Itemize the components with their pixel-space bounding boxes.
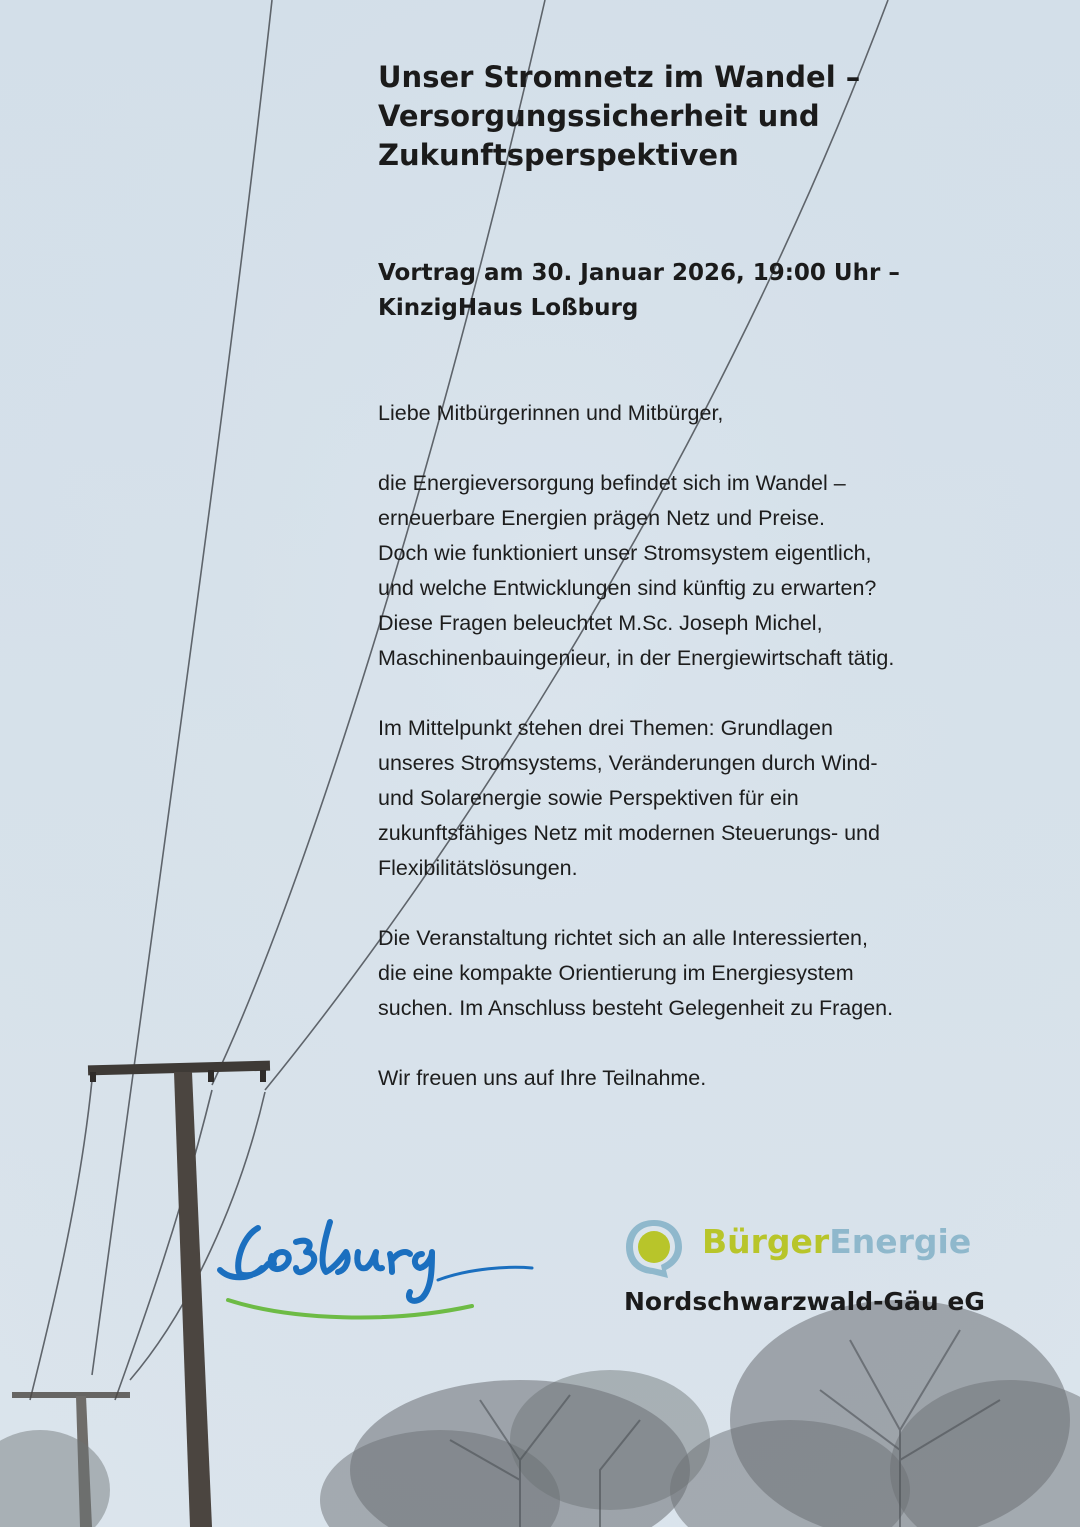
- event-venue: KinzigHaus Loßburg: [378, 295, 639, 321]
- closing: Wir freuen uns auf Ihre Teilnahme.: [378, 1066, 707, 1090]
- event-info: [378, 256, 900, 326]
- logo-subline: Nordschwarzwald-Gäu eG: [624, 1287, 985, 1316]
- logo-swoosh-green: [228, 1300, 472, 1317]
- greeting: Liebe Mitbürgerinnen und Mitbürger,: [378, 401, 724, 425]
- text-line: Im Mittelpunkt stehen drei Themen: Grundlagen: [378, 716, 833, 740]
- text-line: Maschinenbauingenieur, in der Energiewirtschaft tätig.: [378, 646, 895, 670]
- text-line: Doch wie funktioniert unser Stromsystem eigentlich,: [378, 541, 872, 565]
- paragraph-audience: [378, 921, 1018, 1026]
- title-line: Versorgungssicherheit und: [378, 99, 820, 133]
- title-line: Unser Stromnetz im Wandel –: [378, 60, 861, 94]
- logo-word-buerger: Bürger: [702, 1222, 830, 1261]
- text-line: und welche Entwicklungen sind künftig zu erwarten?: [378, 576, 877, 600]
- text-line: zukunftsfähiges Netz mit modernen Steuerungs- und: [378, 821, 880, 845]
- text-line: die eine kompakte Orientierung im Energiesystem: [378, 961, 854, 985]
- text-line: erneuerbare Energien prägen Netz und Preise.: [378, 506, 826, 530]
- speech-bubble-icon: [622, 1216, 686, 1280]
- paragraph-intro: [378, 466, 1018, 676]
- letter-body: [378, 396, 1018, 1131]
- paragraph-topics: [378, 711, 1018, 886]
- lossburg-logo: [210, 1208, 540, 1338]
- event-date-time: Vortrag am 30. Januar 2026, 19:00 Uhr –: [378, 260, 900, 286]
- text-line: Diese Fragen beleuchtet M.Sc. Joseph Michel,: [378, 611, 823, 635]
- text-line: Die Veranstaltung richtet sich an alle Interessierten,: [378, 926, 868, 950]
- content-area: [378, 58, 1018, 1090]
- buergerenergie-logo: [622, 1212, 1022, 1332]
- logo-word-energie: Energie: [829, 1222, 972, 1261]
- logo-wordmark: [702, 1222, 971, 1262]
- logo-swoosh-blue: [438, 1267, 532, 1280]
- text-line: und Solarenergie sowie Perspektiven für ein: [378, 786, 799, 810]
- text-line: Flexibilitätslösungen.: [378, 856, 578, 880]
- text-line: die Energieversorgung befindet sich im Wandel –: [378, 471, 846, 495]
- text-line: suchen. Im Anschluss besteht Gelegenheit zu Fragen.: [378, 996, 894, 1020]
- text-line: unseres Stromsystems, Veränderungen durch Wind-: [378, 751, 878, 775]
- title-line: Zukunftsperspektiven: [378, 138, 739, 172]
- page-title: [378, 58, 1018, 175]
- logo-script: [220, 1222, 432, 1301]
